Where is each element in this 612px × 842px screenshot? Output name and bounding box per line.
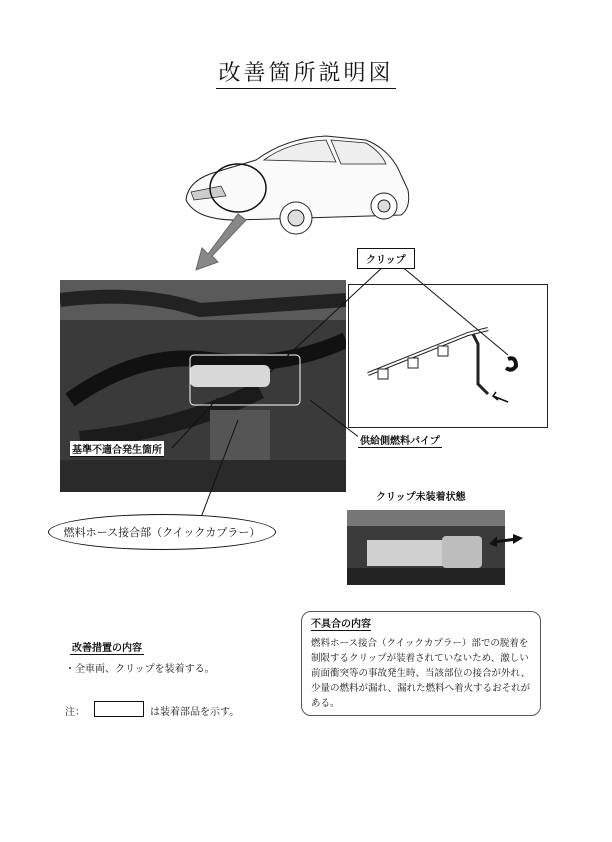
hose-joint-callout: 燃料ホース接合部（クイックカプラー） <box>48 514 276 550</box>
defect-body: 燃料ホース接合（クイックカプラー）部での脱着を制限するクリップが装着されていないため、激しい前面衝突等の事故発生時、当該部位の接合が外れ、少量の燃料が漏れ、漏れた燃料へ着火するおそれがある。 <box>311 638 531 709</box>
clip-not-installed-label: クリップ未装着状態 <box>376 492 466 503</box>
note-suffix: は装着部品を示す。 <box>150 707 240 718</box>
double-arrow-icon <box>487 530 525 548</box>
remedy-item: ・全車両、クリップを装着する。 <box>65 664 215 675</box>
note-prefix: 注： <box>65 707 85 718</box>
defect-location-label: 基準不適合発生箇所 <box>70 441 164 457</box>
defect-heading: 不具合の内容 <box>311 615 371 631</box>
remedy-heading: 改善措置の内容 <box>70 639 144 655</box>
page-title: 改善箇所説明図 <box>0 56 612 87</box>
fuel-pipe-label: 供給側燃料パイプ <box>358 432 442 448</box>
coupler-photo <box>347 510 505 585</box>
installed-part-legend-box <box>94 701 144 717</box>
clip-label: クリップ <box>357 248 415 269</box>
